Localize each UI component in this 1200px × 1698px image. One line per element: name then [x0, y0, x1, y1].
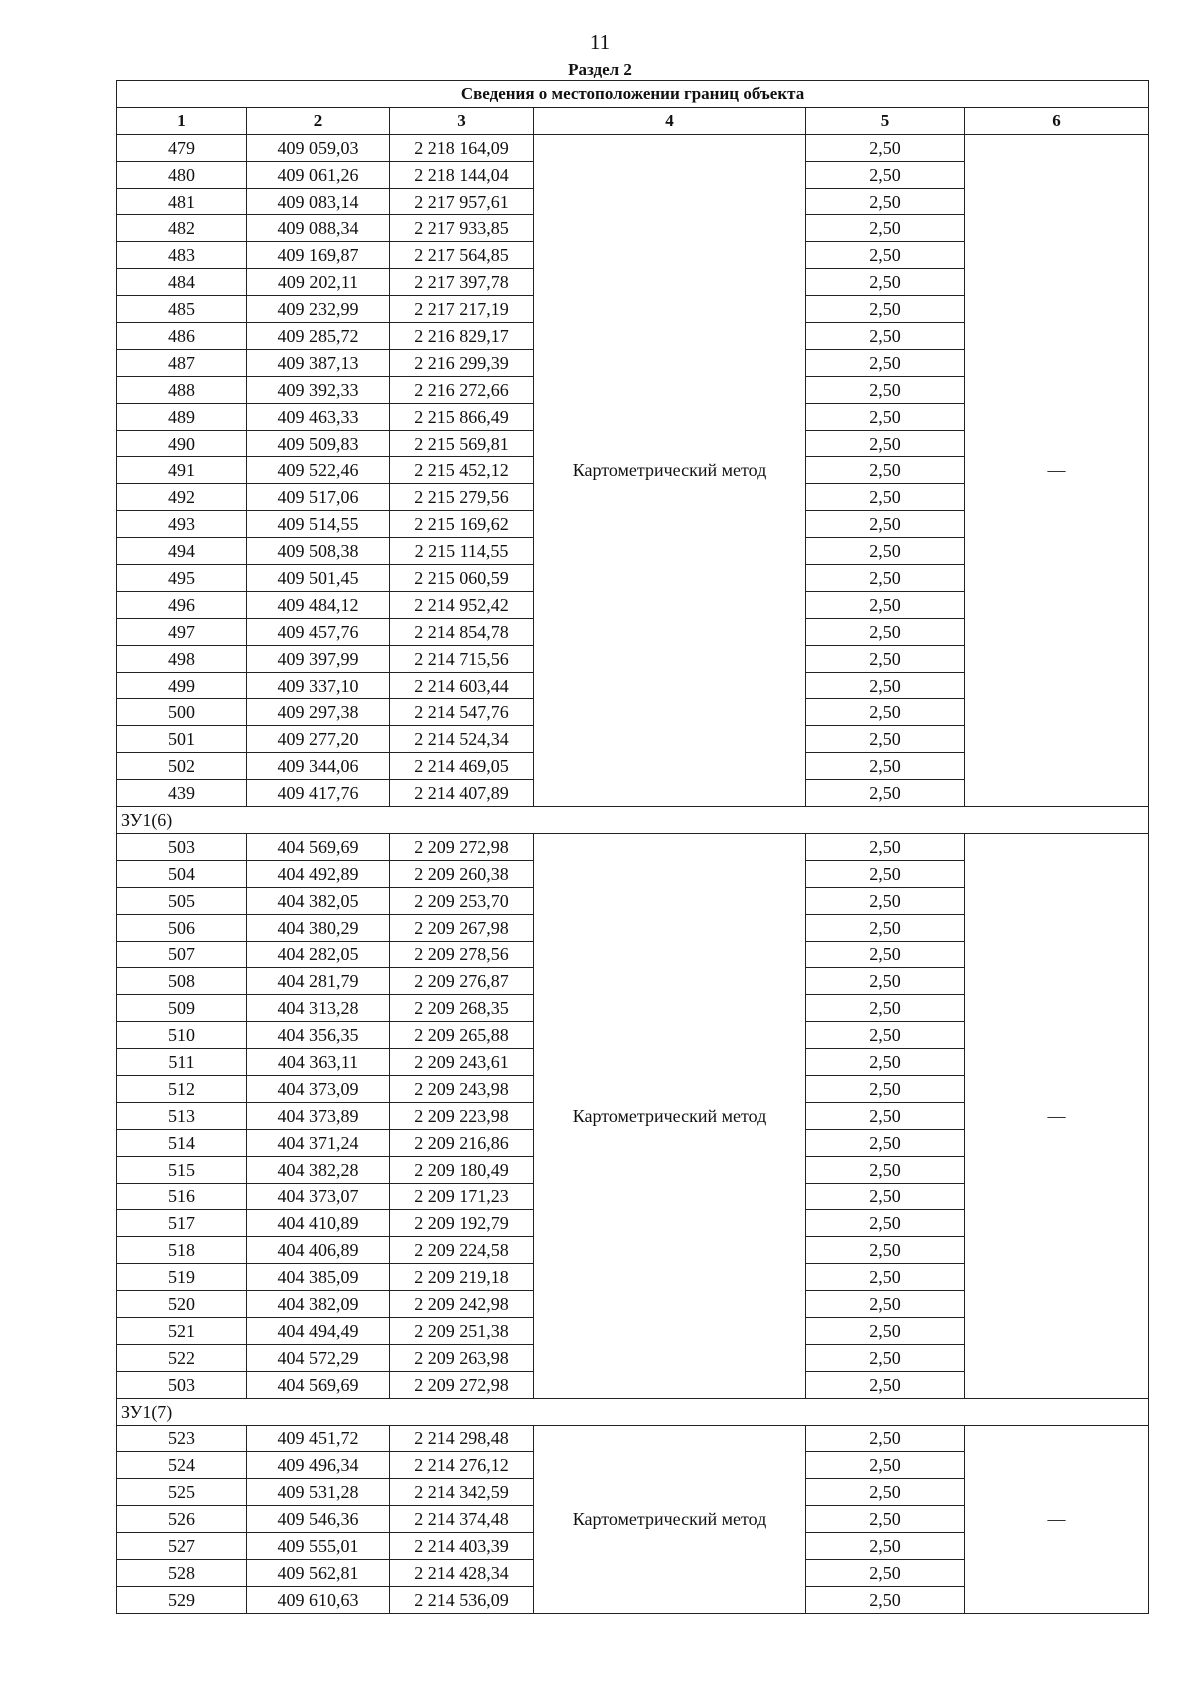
accuracy-cell: 2,50 — [806, 1022, 965, 1049]
x-coordinate-cell: 404 494,49 — [247, 1317, 390, 1344]
y-coordinate-cell: 2 215 114,55 — [390, 538, 534, 565]
accuracy-cell: 2,50 — [806, 134, 965, 161]
point-number-cell: 505 — [117, 887, 247, 914]
accuracy-cell: 2,50 — [806, 1183, 965, 1210]
x-coordinate-cell: 404 385,09 — [247, 1264, 390, 1291]
point-number-cell: 499 — [117, 672, 247, 699]
y-coordinate-cell: 2 217 217,19 — [390, 296, 534, 323]
x-coordinate-cell: 404 382,05 — [247, 887, 390, 914]
accuracy-cell: 2,50 — [806, 269, 965, 296]
section-title: Раздел 2 — [568, 60, 632, 79]
accuracy-cell: 2,50 — [806, 833, 965, 860]
y-coordinate-cell: 2 209 219,18 — [390, 1264, 534, 1291]
x-coordinate-cell: 409 522,46 — [247, 457, 390, 484]
accuracy-cell: 2,50 — [806, 349, 965, 376]
point-number-cell: 479 — [117, 134, 247, 161]
x-coordinate-cell: 409 392,33 — [247, 376, 390, 403]
accuracy-cell: 2,50 — [806, 591, 965, 618]
x-coordinate-cell: 409 061,26 — [247, 161, 390, 188]
y-coordinate-cell: 2 214 715,56 — [390, 645, 534, 672]
y-coordinate-cell: 2 216 272,66 — [390, 376, 534, 403]
point-number-cell: 500 — [117, 699, 247, 726]
column-6-cell: — — [965, 833, 1149, 1398]
accuracy-cell: 2,50 — [806, 1479, 965, 1506]
y-coordinate-cell: 2 209 276,87 — [390, 968, 534, 995]
point-number-cell: 507 — [117, 941, 247, 968]
accuracy-cell: 2,50 — [806, 995, 965, 1022]
x-coordinate-cell: 409 457,76 — [247, 618, 390, 645]
x-coordinate-cell: 409 546,36 — [247, 1506, 390, 1533]
accuracy-cell: 2,50 — [806, 242, 965, 269]
x-coordinate-cell: 409 417,76 — [247, 780, 390, 807]
point-number-cell: 496 — [117, 591, 247, 618]
x-coordinate-cell: 404 373,09 — [247, 1075, 390, 1102]
accuracy-cell: 2,50 — [806, 1344, 965, 1371]
y-coordinate-cell: 2 214 407,89 — [390, 780, 534, 807]
x-coordinate-cell: 409 088,34 — [247, 215, 390, 242]
y-coordinate-cell: 2 215 452,12 — [390, 457, 534, 484]
x-coordinate-cell: 409 509,83 — [247, 430, 390, 457]
y-coordinate-cell: 2 214 536,09 — [390, 1586, 534, 1613]
accuracy-cell: 2,50 — [806, 1291, 965, 1318]
y-coordinate-cell: 2 209 265,88 — [390, 1022, 534, 1049]
x-coordinate-cell: 404 373,89 — [247, 1102, 390, 1129]
y-coordinate-cell: 2 215 060,59 — [390, 565, 534, 592]
accuracy-cell: 2,50 — [806, 484, 965, 511]
x-coordinate-cell: 409 508,38 — [247, 538, 390, 565]
x-coordinate-cell: 409 083,14 — [247, 188, 390, 215]
y-coordinate-cell: 2 215 169,62 — [390, 511, 534, 538]
x-coordinate-cell: 409 277,20 — [247, 726, 390, 753]
accuracy-cell: 2,50 — [806, 645, 965, 672]
y-coordinate-cell: 2 214 952,42 — [390, 591, 534, 618]
y-coordinate-cell: 2 209 268,35 — [390, 995, 534, 1022]
accuracy-cell: 2,50 — [806, 941, 965, 968]
accuracy-cell: 2,50 — [806, 296, 965, 323]
y-coordinate-cell: 2 216 829,17 — [390, 323, 534, 350]
x-coordinate-cell: 409 531,28 — [247, 1479, 390, 1506]
point-number-cell: 506 — [117, 914, 247, 941]
point-number-cell: 515 — [117, 1156, 247, 1183]
point-number-cell: 511 — [117, 1049, 247, 1076]
accuracy-cell: 2,50 — [806, 376, 965, 403]
point-number-cell: 489 — [117, 403, 247, 430]
y-coordinate-cell: 2 209 267,98 — [390, 914, 534, 941]
accuracy-cell: 2,50 — [806, 753, 965, 780]
accuracy-cell: 2,50 — [806, 914, 965, 941]
y-coordinate-cell: 2 214 298,48 — [390, 1425, 534, 1452]
x-coordinate-cell: 409 555,01 — [247, 1533, 390, 1560]
accuracy-cell: 2,50 — [806, 430, 965, 457]
group-label: ЗУ1(6) — [117, 807, 1149, 834]
point-number-cell: 509 — [117, 995, 247, 1022]
point-number-cell: 502 — [117, 753, 247, 780]
accuracy-cell: 2,50 — [806, 1506, 965, 1533]
y-coordinate-cell: 2 209 243,61 — [390, 1049, 534, 1076]
point-number-cell: 484 — [117, 269, 247, 296]
point-number-cell: 501 — [117, 726, 247, 753]
point-number-cell: 503 — [117, 1371, 247, 1398]
y-coordinate-cell: 2 209 272,98 — [390, 1371, 534, 1398]
y-coordinate-cell: 2 217 933,85 — [390, 215, 534, 242]
y-coordinate-cell: 2 209 242,98 — [390, 1291, 534, 1318]
point-number-cell: 523 — [117, 1425, 247, 1452]
accuracy-cell: 2,50 — [806, 323, 965, 350]
x-coordinate-cell: 409 344,06 — [247, 753, 390, 780]
point-number-cell: 526 — [117, 1506, 247, 1533]
accuracy-cell: 2,50 — [806, 726, 965, 753]
y-coordinate-cell: 2 209 223,98 — [390, 1102, 534, 1129]
point-number-cell: 487 — [117, 349, 247, 376]
y-coordinate-cell: 2 214 276,12 — [390, 1452, 534, 1479]
group-label-row — [117, 807, 1149, 834]
boundary-coordinates-table — [116, 80, 1149, 1614]
table-row — [117, 833, 1149, 860]
y-coordinate-cell: 2 209 278,56 — [390, 941, 534, 968]
accuracy-cell: 2,50 — [806, 699, 965, 726]
x-coordinate-cell: 404 371,24 — [247, 1129, 390, 1156]
x-coordinate-cell: 409 337,10 — [247, 672, 390, 699]
x-coordinate-cell: 404 363,11 — [247, 1049, 390, 1076]
x-coordinate-cell: 409 232,99 — [247, 296, 390, 323]
point-number-cell: 485 — [117, 296, 247, 323]
point-number-cell: 503 — [117, 833, 247, 860]
x-coordinate-cell: 404 313,28 — [247, 995, 390, 1022]
x-coordinate-cell: 404 382,28 — [247, 1156, 390, 1183]
x-coordinate-cell: 404 569,69 — [247, 1371, 390, 1398]
y-coordinate-cell: 2 216 299,39 — [390, 349, 534, 376]
accuracy-cell: 2,50 — [806, 215, 965, 242]
x-coordinate-cell: 404 356,35 — [247, 1022, 390, 1049]
point-number-cell: 527 — [117, 1533, 247, 1560]
accuracy-cell: 2,50 — [806, 538, 965, 565]
accuracy-cell: 2,50 — [806, 780, 965, 807]
accuracy-cell: 2,50 — [806, 403, 965, 430]
x-coordinate-cell: 404 281,79 — [247, 968, 390, 995]
y-coordinate-cell: 2 218 144,04 — [390, 161, 534, 188]
accuracy-cell: 2,50 — [806, 1371, 965, 1398]
y-coordinate-cell: 2 218 164,09 — [390, 134, 534, 161]
y-coordinate-cell: 2 217 397,78 — [390, 269, 534, 296]
y-coordinate-cell: 2 209 260,38 — [390, 860, 534, 887]
x-coordinate-cell: 409 484,12 — [247, 591, 390, 618]
accuracy-cell: 2,50 — [806, 511, 965, 538]
y-coordinate-cell: 2 214 603,44 — [390, 672, 534, 699]
point-number-cell: 513 — [117, 1102, 247, 1129]
point-number-cell: 514 — [117, 1129, 247, 1156]
point-number-cell: 516 — [117, 1183, 247, 1210]
table-caption: Сведения о местоположении границ объекта — [117, 81, 1149, 108]
x-coordinate-cell: 404 406,89 — [247, 1237, 390, 1264]
y-coordinate-cell: 2 214 403,39 — [390, 1533, 534, 1560]
accuracy-cell: 2,50 — [806, 968, 965, 995]
table-row — [117, 134, 1149, 161]
x-coordinate-cell: 409 202,11 — [247, 269, 390, 296]
point-number-cell: 497 — [117, 618, 247, 645]
x-coordinate-cell: 404 373,07 — [247, 1183, 390, 1210]
x-coordinate-cell: 404 410,89 — [247, 1210, 390, 1237]
y-coordinate-cell: 2 209 263,98 — [390, 1344, 534, 1371]
accuracy-cell: 2,50 — [806, 1264, 965, 1291]
y-coordinate-cell: 2 217 564,85 — [390, 242, 534, 269]
x-coordinate-cell: 409 387,13 — [247, 349, 390, 376]
point-number-cell: 508 — [117, 968, 247, 995]
column-6-cell: — — [965, 134, 1149, 806]
point-number-cell: 529 — [117, 1586, 247, 1613]
x-coordinate-cell: 409 285,72 — [247, 323, 390, 350]
accuracy-cell: 2,50 — [806, 565, 965, 592]
accuracy-cell: 2,50 — [806, 1210, 965, 1237]
column-header: 2 — [247, 107, 390, 134]
y-coordinate-cell: 2 214 854,78 — [390, 618, 534, 645]
point-number-cell: 520 — [117, 1291, 247, 1318]
accuracy-cell: 2,50 — [806, 1075, 965, 1102]
point-number-cell: 510 — [117, 1022, 247, 1049]
y-coordinate-cell: 2 209 171,23 — [390, 1183, 534, 1210]
x-coordinate-cell: 409 514,55 — [247, 511, 390, 538]
accuracy-cell: 2,50 — [806, 1156, 965, 1183]
y-coordinate-cell: 2 209 180,49 — [390, 1156, 534, 1183]
method-cell: Картометрический метод — [534, 134, 806, 806]
x-coordinate-cell: 409 397,99 — [247, 645, 390, 672]
x-coordinate-cell: 409 496,34 — [247, 1452, 390, 1479]
point-number-cell: 490 — [117, 430, 247, 457]
accuracy-cell: 2,50 — [806, 188, 965, 215]
point-number-cell: 493 — [117, 511, 247, 538]
group-label-row — [117, 1398, 1149, 1425]
x-coordinate-cell: 404 380,29 — [247, 914, 390, 941]
y-coordinate-cell: 2 214 374,48 — [390, 1506, 534, 1533]
accuracy-cell: 2,50 — [806, 457, 965, 484]
y-coordinate-cell: 2 209 251,38 — [390, 1317, 534, 1344]
accuracy-cell: 2,50 — [806, 1533, 965, 1560]
y-coordinate-cell: 2 209 192,79 — [390, 1210, 534, 1237]
x-coordinate-cell: 404 382,09 — [247, 1291, 390, 1318]
x-coordinate-cell: 409 169,87 — [247, 242, 390, 269]
column-6-cell: — — [965, 1425, 1149, 1613]
x-coordinate-cell: 404 492,89 — [247, 860, 390, 887]
accuracy-cell: 2,50 — [806, 1102, 965, 1129]
method-cell: Картометрический метод — [534, 1425, 806, 1613]
y-coordinate-cell: 2 209 216,86 — [390, 1129, 534, 1156]
point-number-cell: 488 — [117, 376, 247, 403]
y-coordinate-cell: 2 209 272,98 — [390, 833, 534, 860]
y-coordinate-cell: 2 214 428,34 — [390, 1559, 534, 1586]
y-coordinate-cell: 2 209 253,70 — [390, 887, 534, 914]
y-coordinate-cell: 2 215 279,56 — [390, 484, 534, 511]
accuracy-cell: 2,50 — [806, 1049, 965, 1076]
accuracy-cell: 2,50 — [806, 1317, 965, 1344]
point-number-cell: 528 — [117, 1559, 247, 1586]
y-coordinate-cell: 2 209 224,58 — [390, 1237, 534, 1264]
x-coordinate-cell: 409 463,33 — [247, 403, 390, 430]
accuracy-cell: 2,50 — [806, 1586, 965, 1613]
x-coordinate-cell: 409 517,06 — [247, 484, 390, 511]
y-coordinate-cell: 2 215 569,81 — [390, 430, 534, 457]
point-number-cell: 525 — [117, 1479, 247, 1506]
x-coordinate-cell: 409 610,63 — [247, 1586, 390, 1613]
point-number-cell: 517 — [117, 1210, 247, 1237]
y-coordinate-cell: 2 214 547,76 — [390, 699, 534, 726]
accuracy-cell: 2,50 — [806, 1452, 965, 1479]
x-coordinate-cell: 409 297,38 — [247, 699, 390, 726]
point-number-cell: 491 — [117, 457, 247, 484]
page-number: 11 — [589, 30, 611, 54]
column-header-row — [117, 107, 1149, 134]
point-number-cell: 522 — [117, 1344, 247, 1371]
point-number-cell: 512 — [117, 1075, 247, 1102]
y-coordinate-cell: 2 214 524,34 — [390, 726, 534, 753]
accuracy-cell: 2,50 — [806, 1129, 965, 1156]
x-coordinate-cell: 409 501,45 — [247, 565, 390, 592]
x-coordinate-cell: 404 572,29 — [247, 1344, 390, 1371]
column-header: 6 — [965, 107, 1149, 134]
point-number-cell: 482 — [117, 215, 247, 242]
column-header: 4 — [534, 107, 806, 134]
point-number-cell: 521 — [117, 1317, 247, 1344]
method-cell: Картометрический метод — [534, 833, 806, 1398]
accuracy-cell: 2,50 — [806, 1425, 965, 1452]
x-coordinate-cell: 409 562,81 — [247, 1559, 390, 1586]
point-number-cell: 492 — [117, 484, 247, 511]
x-coordinate-cell: 409 059,03 — [247, 134, 390, 161]
x-coordinate-cell: 404 569,69 — [247, 833, 390, 860]
x-coordinate-cell: 404 282,05 — [247, 941, 390, 968]
point-number-cell: 519 — [117, 1264, 247, 1291]
y-coordinate-cell: 2 214 469,05 — [390, 753, 534, 780]
column-header: 3 — [390, 107, 534, 134]
accuracy-cell: 2,50 — [806, 1237, 965, 1264]
table-row — [117, 1425, 1149, 1452]
accuracy-cell: 2,50 — [806, 672, 965, 699]
point-number-cell: 481 — [117, 188, 247, 215]
point-number-cell: 486 — [117, 323, 247, 350]
group-label: ЗУ1(7) — [117, 1398, 1149, 1425]
accuracy-cell: 2,50 — [806, 618, 965, 645]
point-number-cell: 439 — [117, 780, 247, 807]
y-coordinate-cell: 2 209 243,98 — [390, 1075, 534, 1102]
y-coordinate-cell: 2 217 957,61 — [390, 188, 534, 215]
table-body — [117, 134, 1149, 1613]
accuracy-cell: 2,50 — [806, 1559, 965, 1586]
column-header: 5 — [806, 107, 965, 134]
accuracy-cell: 2,50 — [806, 860, 965, 887]
y-coordinate-cell: 2 214 342,59 — [390, 1479, 534, 1506]
column-header: 1 — [117, 107, 247, 134]
point-number-cell: 483 — [117, 242, 247, 269]
point-number-cell: 480 — [117, 161, 247, 188]
x-coordinate-cell: 409 451,72 — [247, 1425, 390, 1452]
accuracy-cell: 2,50 — [806, 161, 965, 188]
accuracy-cell: 2,50 — [806, 887, 965, 914]
point-number-cell: 495 — [117, 565, 247, 592]
point-number-cell: 524 — [117, 1452, 247, 1479]
y-coordinate-cell: 2 215 866,49 — [390, 403, 534, 430]
point-number-cell: 504 — [117, 860, 247, 887]
point-number-cell: 518 — [117, 1237, 247, 1264]
point-number-cell: 498 — [117, 645, 247, 672]
point-number-cell: 494 — [117, 538, 247, 565]
